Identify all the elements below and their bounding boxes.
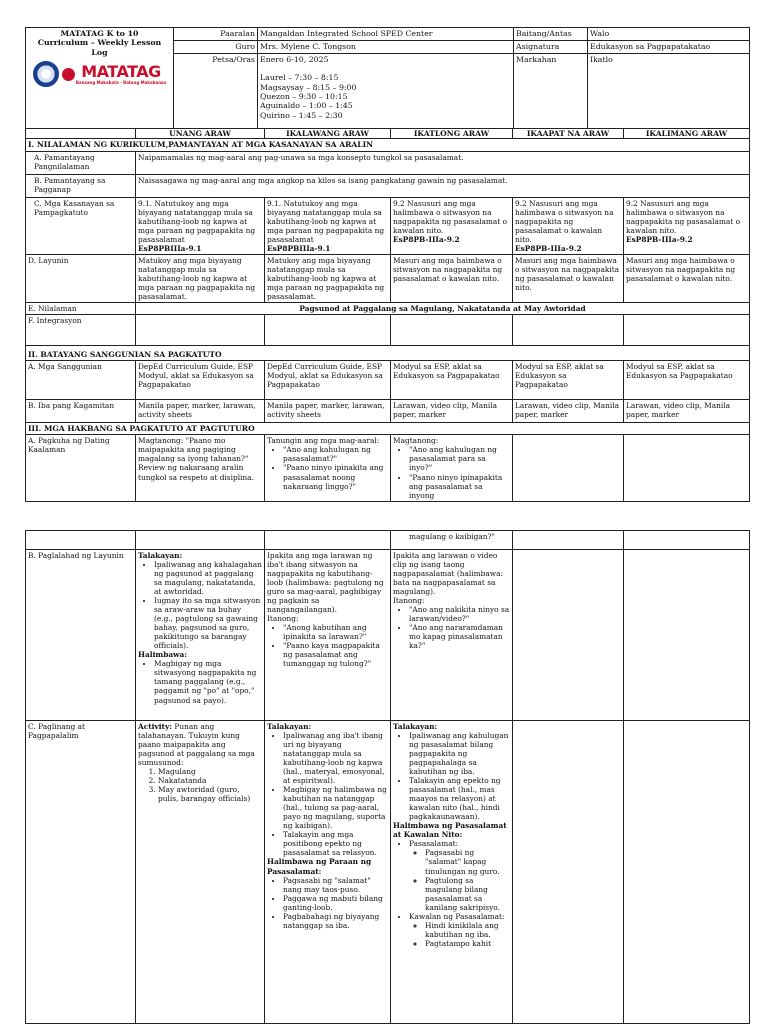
subheading: Talakayan: bbox=[267, 722, 312, 731]
asignatura-value: Edukasyon sa Pagpapatakatao bbox=[588, 41, 750, 54]
list-item: 3. May awtoridad (guro, pulis, barangay officials) bbox=[158, 785, 262, 803]
dating-kaalaman-day-1: Magtanong: "Paano mo maipapakita ang pagiging magalang sa iyong tahanan?" Review ng nakaraang aralin tungkol sa respeto at disiplina. bbox=[136, 435, 265, 501]
list-item: 1. Magulang bbox=[158, 767, 262, 776]
day-1-header: UNANG ARAW bbox=[136, 129, 265, 139]
list-item: • "Ano ang kahulugan ng pasasalamat?" bbox=[283, 445, 388, 463]
list-item: • "Ano ang nararamdaman mo kapag pinasalamatan ka?" bbox=[409, 623, 510, 650]
continued-label-cell bbox=[26, 531, 136, 550]
sanggunian-day-5: Modyul sa ESP, aklat sa Edukasyon sa Pagpapakatao bbox=[624, 361, 750, 400]
logo-subtext: Bansang Makabata · Batang Makabansa bbox=[75, 80, 167, 86]
sanggunian-day-3: Modyul sa ESP, aklat sa Edukasyon sa Pagpapakatao bbox=[391, 361, 513, 400]
kasanayan-code: EsP8PB-IIIa-9.2 bbox=[393, 234, 460, 244]
schedule-item: Laurel – 7:30 – 8:15 bbox=[260, 73, 339, 83]
paglalahad-label: B. Paglalahad ng Layunin bbox=[26, 550, 136, 721]
list-item: • "Anong kabutihan ang ipinakita sa larawan?" bbox=[283, 623, 388, 641]
kasanayan-day-3 bbox=[391, 197, 513, 254]
prompt-intro: Itanong: bbox=[393, 596, 425, 606]
list-item: • Ipaliwanag ang iba't ibang uri ng biyayang natatanggap mula sa kabutihang-loob ng kapwa (hal., materyal, emosyonal, at espiritwal). bbox=[283, 731, 388, 785]
list-item-label: Pasasalamat: bbox=[409, 839, 459, 849]
kasanayan-text: 9.1. Natutukoy ang mga biyayang natatanggap mula sa kabutihang-loob ng kapwa at mga paraan ng pagpapakita ng pasasalamat bbox=[267, 198, 385, 244]
sanggunian-label: A. Mga Sanggunian bbox=[26, 361, 136, 400]
continued-day-3 bbox=[391, 531, 513, 550]
sanggunian-day-1: DepEd Curriculum Guide, ESP Modyul, aklat sa Edukasyon sa Pagpapakatao bbox=[136, 361, 265, 400]
paaralan-label: Paaralan bbox=[174, 28, 258, 41]
list-item bbox=[409, 839, 510, 911]
paglinang-day-4 bbox=[513, 721, 624, 1024]
integrasyon-day-2 bbox=[265, 314, 391, 345]
markahan-value: Ikatlo bbox=[588, 54, 750, 129]
section-3-title: III. MGA HAKBANG SA PAGKATUTO AT PAGTUTURO bbox=[26, 423, 750, 435]
kasanayan-code: EsP8PBIIIa-9.1 bbox=[267, 243, 331, 253]
pamantayang-pangnilalaman-label: A. Pamantayang Pangnilalaman bbox=[26, 151, 136, 174]
paragraph: Punan ang talahanayan. Tukuyin kung paano maipapakita ang pagsunod at paggalang sa mga sumusunod: bbox=[138, 722, 255, 768]
kasanayan-day-2 bbox=[265, 197, 391, 254]
activity-paragraph bbox=[138, 722, 262, 767]
sub-list-item: ◦ Pagsasabi ng "salamat" kapag tinulungan ng guro. bbox=[425, 848, 510, 875]
sanggunian-day-2: DepEd Curriculum Guide, ESP Modyul, aklat sa Edukasyon sa Pagpapakatao bbox=[265, 361, 391, 400]
title-line-3: Log bbox=[91, 47, 108, 57]
lesson-log-continued-table bbox=[25, 530, 750, 1024]
prompt-intro: Magtanong: bbox=[393, 436, 439, 446]
list-item: • Talakayin ang mga positibong epekto ng pasasalamat sa relasyon. bbox=[283, 830, 388, 857]
list-item: • "Ano ang nakikita ninyo sa larawan/video?" bbox=[409, 605, 510, 623]
subheading: Talakayan: bbox=[138, 551, 183, 560]
schedule-item: Aguinaldo – 1:00 – 1:45 bbox=[260, 101, 353, 111]
layunin-day-2: Matukoy ang mga biyayang natatanggap mula sa kabutihang-loob ng kapwa at mga paraan ng pagpapakita ng pasasalamat. bbox=[265, 254, 391, 302]
list-item: • "Paano kaya magpapakita ng pasasalamat ang tumanggap ng tulong?" bbox=[283, 641, 388, 668]
guro-value: Mrs. Mylene C. Tongson bbox=[258, 41, 514, 54]
paaralan-value: Mangaldan Integrated School SPED Center bbox=[258, 28, 514, 41]
subheading: Halimbawa: bbox=[138, 650, 188, 660]
kagamitan-day-2: Manila paper, marker, larawan, activity sheets bbox=[265, 400, 391, 423]
sub-list-item: ◦ Pagtatampo kahit bbox=[425, 939, 510, 948]
matatag-logo bbox=[28, 61, 171, 87]
schedule-item: Quezon – 9:30 – 10:15 bbox=[260, 92, 348, 102]
continued-day-4 bbox=[513, 531, 624, 550]
paglinang-label: C. Paglinang at Pagpapalalim bbox=[26, 721, 136, 1024]
list-item: 2. Nakatatanda bbox=[158, 776, 262, 785]
title-cell bbox=[26, 28, 174, 129]
layunin-day-4: Masuri ang mga haimbawa o sitwasyon na nagpapakita ng pasasalamat o kawalan nito. bbox=[513, 254, 624, 302]
paglinang-day-5 bbox=[624, 721, 750, 1024]
dating-kaalaman-day-2 bbox=[265, 435, 391, 501]
nilalaman-text: Pagsunod at Paggalang sa Magulang, Nakatatanda at May Awtoridad bbox=[136, 302, 750, 314]
petsa-value: Enero 6-10, 2025 bbox=[260, 55, 329, 64]
integrasyon-day-4 bbox=[513, 314, 624, 345]
day-5-header: IKALIMANG ARAW bbox=[624, 129, 750, 139]
subheading: Halimbawa ng Paraan ng Pasasalamat: bbox=[267, 857, 372, 876]
paglalahad-day-3 bbox=[391, 550, 513, 721]
list-item: • Paggawa ng mabuti bilang ganting-loob. bbox=[283, 894, 388, 912]
kasanayan-text: 9.2 Nasusuri ang mga halimbawa o sitwasyon na nagpapakita ng pasasalamat o kawalan nito. bbox=[515, 198, 614, 244]
section-2-title: II. BATAYANG SANGGUNIAN SA PAGKATUTO bbox=[26, 345, 750, 360]
integrasyon-day-5 bbox=[624, 314, 750, 345]
list-item: • "Ano ang kahulugan ng pasasalamat para sa inyo?" bbox=[409, 445, 510, 472]
subheading: Talakayan: bbox=[393, 722, 438, 731]
dating-kaalaman-label: A. Pagkuha ng Dating Kaalaman bbox=[26, 435, 136, 501]
sub-list-item: ◦ Pagtulong sa magulang bilang pasasalamat sa kanilang sakripisyo. bbox=[425, 876, 510, 912]
subheading: Halimbawa ng Pasasalamat at Kawalan Nito: bbox=[393, 821, 507, 840]
pamantayang-pagganap-text: Naisasagawa ng mag-aaral ang mga angkop na kilos sa isang pangkatang gawain ng pasasalamat. bbox=[136, 174, 750, 197]
kagamitan-day-5: Larawan, video clip, Manila paper, marker bbox=[624, 400, 750, 423]
layunin-day-3: Masuri ang mga haimbawa o sitwasyon na nagpapakita ng pasasalamat o kawalan nito. bbox=[391, 254, 513, 302]
paglalahad-day-5 bbox=[624, 550, 750, 721]
sub-list-item: ◦ Hindi kinikilala ang kabutihan ng iba. bbox=[425, 921, 510, 939]
schedule-item: Quirino – 1:45 – 2:30 bbox=[260, 110, 343, 120]
kasanayan-day-1 bbox=[136, 197, 265, 254]
lesson-log-body-table bbox=[25, 129, 750, 502]
section-1-title: I. NILALAMAN NG KURIKULUM,PAMANTAYAN AT MGA KASANAYAN SA ARALIN bbox=[26, 139, 750, 151]
kasanayan-text: 9.1. Natutukoy ang mga biyayang natatanggap mula sa kabutihang-loob ng kapwa at mga paraan ng pagpapakita ng pasasalamat bbox=[138, 198, 256, 244]
kagamitan-day-3: Larawan, video clip, Manila paper, marker bbox=[391, 400, 513, 423]
baitang-label: Baitang/Antas bbox=[514, 28, 588, 41]
paragraph: Ipakita ang larawan o video clip ng isang taong nagpapasalamat (halimbawa: bata na nagpapasalamat sa magulang). bbox=[393, 551, 504, 597]
list-item: • Magbigay ng mga sitwasyong nagpapakita ng tamang paggalang (e.g., paggamit ng "po" at "opo," pagsunod sa payo). bbox=[154, 659, 262, 704]
kasanayan-code: EsP8PB-IIIa-9.2 bbox=[515, 243, 582, 253]
title-line-2: Curriculum – Weekly Lesson bbox=[37, 38, 162, 48]
kagamitan-day-1: Manila paper, marker, larawan, activity sheets bbox=[136, 400, 265, 423]
list-item: • Pagbabahagi ng biyayang natanggap sa iba. bbox=[283, 912, 388, 930]
paglinang-day-2 bbox=[265, 721, 391, 1024]
document-page-2 bbox=[25, 530, 749, 1024]
sanggunian-day-4: Modyul sa ESP, aklat sa Edukasyon sa Pagpapakatao bbox=[513, 361, 624, 400]
list-item: • "Paano ninyo ipinapakita ang pasasalamat sa inyong bbox=[409, 473, 510, 500]
list-item: • "Paano ninyo ipinakita ang pasasalamat noong nakaraang linggo?" bbox=[283, 463, 388, 490]
baitang-value: Walo bbox=[588, 28, 750, 41]
pamantayang-pangnilalaman-text: Naipamamalas ng mag-aaral ang pag-unawa sa mga konsepto tungkol sa pasasalamat. bbox=[136, 151, 750, 174]
integrasyon-day-1 bbox=[136, 314, 265, 345]
subheading: Activity: bbox=[138, 722, 172, 731]
nilalaman-label: E. Nilalaman bbox=[26, 302, 136, 314]
layunin-day-1: Matukoy ang mga biyayang natatanggap mula sa kabutihang-loob ng kapwa at mga paraan ng pagpapakita ng pasasalamat. bbox=[136, 254, 265, 302]
paglinang-day-1 bbox=[136, 721, 265, 1024]
kasanayan-code: EsP8PB-IIIa-9.2 bbox=[626, 234, 693, 244]
continued-day-5 bbox=[624, 531, 750, 550]
prompt-intro: Itanong: bbox=[267, 614, 299, 624]
kasanayan-label: C. Mga Kasanayan sa Pampagkatuto bbox=[26, 197, 136, 254]
continued-day-2 bbox=[265, 531, 391, 550]
paglalahad-day-4 bbox=[513, 550, 624, 721]
title-line-1: MATATAG K to 10 bbox=[60, 29, 139, 38]
dating-kaalaman-day-3 bbox=[391, 435, 513, 501]
day-2-header: IKALAWANG ARAW bbox=[265, 129, 391, 139]
kasanayan-text: 9.2 Nasusuri ang mga halimbawa o sitwasyon na nagpapakita ng pasasalamat o kawalan nito. bbox=[626, 198, 741, 235]
dating-kaalaman-day-4 bbox=[513, 435, 624, 501]
layunin-label: D. Layunin bbox=[26, 254, 136, 302]
paglinang-day-3 bbox=[391, 721, 513, 1024]
list-item: • Pagsasabi ng "salamat" nang may taos-puso. bbox=[283, 876, 388, 894]
pamantayang-pagganap-label: B. Pamantayang sa Pagganap bbox=[26, 174, 136, 197]
days-header-row bbox=[26, 129, 750, 139]
list-item: • Ipaliwanag ang kahulugan ng pasasalamat bilang pagpapakita ng pagpapahalaga sa kabutihan ng iba. bbox=[409, 731, 510, 776]
kasanayan-code: EsP8PBIIIa-9.1 bbox=[138, 243, 202, 253]
continued-text: magulang o kaibigan?" bbox=[409, 532, 495, 541]
kasanayan-text: 9.2 Nasusuri ang mga halimbawa o sitwasyon na nagpapakita ng pasasalamat o kawalan nito. bbox=[393, 198, 508, 235]
paragraph: Ipakita ang mga larawan ng iba't ibang sitwasyon na nagpapakita ng kabutihang-loob (halimbawa: pagtulong ng guro sa mag-aaral, pagbibigay ng pagkain sa nangangailangan). bbox=[267, 551, 384, 615]
schedule-item: Magsaysay – 8:15 – 9:00 bbox=[260, 82, 357, 92]
list-item bbox=[409, 912, 510, 948]
guro-label: Guro bbox=[174, 41, 258, 54]
petsa-label: Petsa/Oras bbox=[174, 54, 258, 129]
integrasyon-label: F. Integrasyon bbox=[26, 314, 136, 345]
kasanayan-day-4 bbox=[513, 197, 624, 254]
dating-kaalaman-day-5 bbox=[624, 435, 750, 501]
logo-text: MATATAG bbox=[81, 62, 161, 82]
kagamitan-day-4: Larawan, video clip, Manila paper, marker bbox=[513, 400, 624, 423]
list-item-label: Kawalan ng Pasasalamat: bbox=[409, 911, 505, 921]
deped-seal-icon bbox=[33, 61, 59, 87]
prompt-intro: Tanungin ang mga mag-aaral: bbox=[267, 436, 380, 446]
markahan-label: Markahan bbox=[514, 54, 588, 129]
paglalahad-day-2 bbox=[265, 550, 391, 721]
integrasyon-day-3 bbox=[391, 314, 513, 345]
list-item: • Iugnay ito sa mga sitwasyon sa araw-araw na buhay (e.g., pagtulong sa gawaing bahay, pagsunod sa guro, pakikitungo sa barangay officials). bbox=[154, 596, 262, 650]
petsa-value-cell bbox=[258, 54, 514, 129]
paglalahad-day-1 bbox=[136, 550, 265, 721]
list-item: • Magbigay ng halimbawa ng kabutihan na natanggap (hal., tulong sa pag-aaral, payo ng magulang, suporta ng kaibigan). bbox=[283, 785, 388, 830]
list-item: • Ipaliwanag ang kahalagahan ng pagsunod at paggalang sa magulang, nakatatanda, at awtoridad. bbox=[154, 560, 262, 596]
kagamitan-label: B. Iba pang Kagamitan bbox=[26, 400, 136, 423]
lesson-log-header-table bbox=[25, 27, 750, 129]
day-3-header: IKATLONG ARAW bbox=[391, 129, 513, 139]
day-4-header: IKAAPAT NA ARAW bbox=[513, 129, 624, 139]
continued-day-1 bbox=[136, 531, 265, 550]
list-item: • Talakayin ang epekto ng pasasalamat (hal., mas maayos na relasyon) at kawalan nito (hal., hindi pagkakaunawaan). bbox=[409, 776, 510, 821]
layunin-day-5: Masuri ang mga haimbawa o sitwasyon na nagpapakita ng pasasalamat o kawalan nito. bbox=[624, 254, 750, 302]
document-page-1 bbox=[25, 27, 749, 502]
kasanayan-day-5 bbox=[624, 197, 750, 254]
logo-mark-icon bbox=[62, 68, 75, 81]
asignatura-label: Asignatura bbox=[514, 41, 588, 54]
